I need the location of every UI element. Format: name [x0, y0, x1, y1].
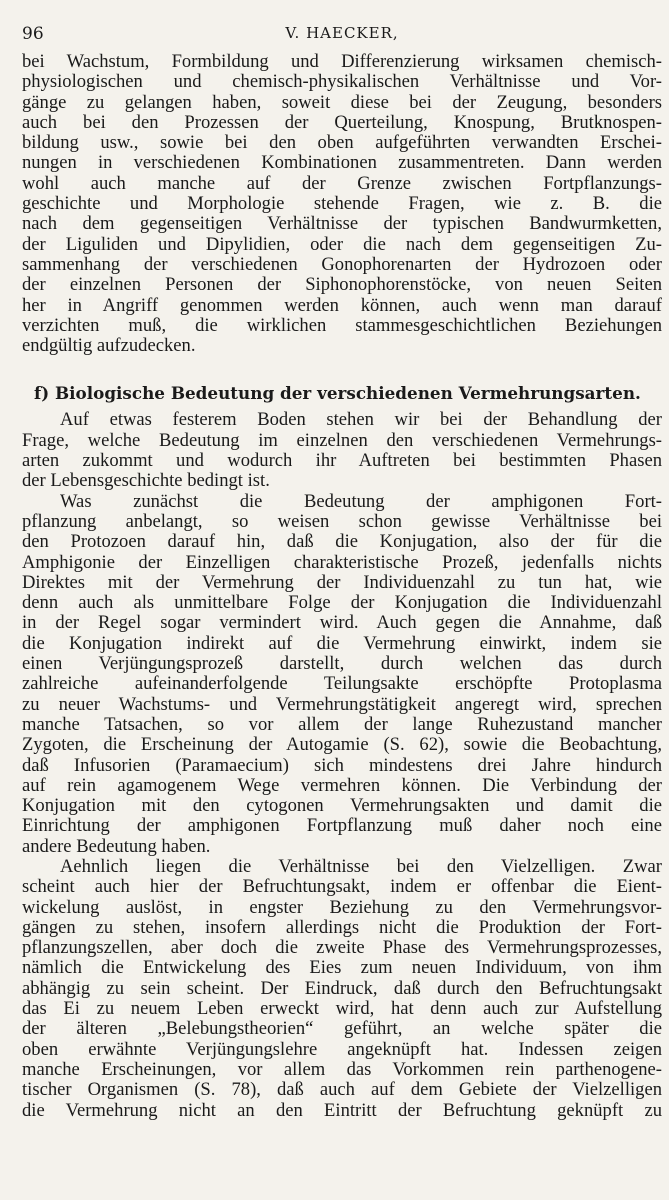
text-line: andere Bedeutung haben. — [22, 836, 211, 857]
text-line: in der Regel sogar vermindert wird. Auch gegen die Annahme, daß — [22, 613, 662, 634]
text-line: Amphigonie der Einzelligen charakteristische Prozeß, jedenfalls nichts — [22, 552, 662, 573]
text-line: das Ei zu neuem Leben erweckt wird, hat denn auch zur Aufstellung — [22, 999, 662, 1020]
text-line: wohl auch manche auf der Grenze zwischen Fortpflanzungs- — [22, 173, 662, 194]
text-line: der einzelnen Personen der Siphonophorenstöcke, von neuen Seiten — [22, 275, 662, 296]
text-line: pflanzung anbelangt, so weisen schon gewisse Verhältnisse bei — [22, 511, 662, 532]
paragraph-1 — [22, 52, 662, 356]
text-line: Zygoten, die Erscheinung der Autogamie (S. 62), sowie die Beobachtung, — [22, 735, 662, 756]
section-heading: f) Biologische Bedeutung der verschiedenen Vermehrungsarten. — [34, 383, 641, 404]
page-header — [22, 18, 662, 52]
text-line: Konjugation mit den cytogonen Vermehrungsakten und damit die — [22, 796, 662, 817]
text-line: tischer Organismen (S. 78), daß auch auf dem Gebiete der Vielzelligen — [22, 1080, 662, 1101]
text-line: abhängig zu sein scheint. Der Eindruck, daß durch den Befruchtungsakt — [22, 978, 662, 999]
text-line: arten zukommt und wodurch ihr Auftreten bei bestimmten Phasen — [22, 451, 662, 472]
text-line: manche Erscheinungen, vor allem das Vorkommen rein parthenogene- — [22, 1059, 662, 1080]
text-line: daß Infusorien (Paramaecium) sich mindestens drei Jahre hindurch — [22, 755, 662, 776]
page-number: 96 — [22, 24, 44, 44]
text-line: nach dem gegenseitigen Verhältnisse der typischen Bandwurmketten, — [22, 214, 662, 235]
text-line: der älteren „Belebungstheorien“ geführt, an welche später die — [22, 1019, 662, 1040]
text-line: auf rein agamogenem Wege vermehren können. Die Verbindung der — [22, 775, 662, 796]
text-line: bildung usw., sowie bei den oben aufgeführten verwandten Erschei- — [22, 133, 662, 154]
text-line: gängen zu stehen, insofern allerdings nicht die Produktion der Fort- — [22, 917, 662, 938]
text-line: manche Tatsachen, so vor allem der lange Ruhezustand mancher — [22, 714, 662, 735]
text-line: der Lebensgeschichte bedingt ist. — [22, 471, 270, 492]
text-line: zahlreiche aufeinanderfolgende Teilungsakte erschöpfte Protoplasma — [22, 674, 662, 695]
text-line: oben erwähnte Verjüngungslehre angeknüpft hat. Indessen zeigen — [22, 1039, 662, 1060]
text-line: physiologischen und chemisch-physikalischen Verhältnisse und Vor- — [22, 72, 662, 93]
text-line: die Konjugation indirekt auf die Vermehrung einwirkt, indem sie — [22, 633, 662, 654]
text-line: Was zunächst die Bedeutung der amphigonen Fort- — [60, 491, 662, 512]
text-line: zu neuer Wachstums- und Vermehrungstätigkeit angeregt wird, sprechen — [22, 694, 662, 715]
text-line: gänge zu gelangen haben, soweit diese bei der Zeugung, besonders — [22, 92, 662, 113]
text-line: sammenhang der verschiedenen Gonophorenarten der Hydrozoen oder — [22, 254, 662, 275]
text-line: scheint auch hier der Befruchtungsakt, indem er offenbar die Eient- — [22, 877, 662, 898]
text-line: Einrichtung der amphigonen Fortpflanzung muß daher noch eine — [22, 816, 662, 837]
text-line: geschichte und Morphologie stehende Fragen, wie z. B. die — [22, 194, 662, 215]
text-line: nämlich die Entwickelung des Eies zum neuen Individuum, von ihm — [22, 958, 662, 979]
text-line: Frage, welche Bedeutung im einzelnen den verschiedenen Vermehrungs- — [22, 430, 662, 451]
text-line: auch bei den Prozessen der Querteilung, Knospung, Brutknospen- — [22, 112, 662, 133]
text-line: Auf etwas festerem Boden stehen wir bei der Behandlung der — [60, 410, 662, 431]
text-line: den Protozoen darauf hin, daß die Konjugation, also der für die — [22, 532, 662, 553]
text-line: wickelung auslöst, in engster Beziehung zu den Vermehrungsvor- — [22, 897, 662, 918]
text-line: Aehnlich liegen die Verhältnisse bei den Vielzelligen. Zwar — [60, 856, 662, 877]
text-line: die Vermehrung nicht an den Eintritt der Befruchtung geknüpft zu — [22, 1100, 662, 1121]
text-line: nungen in verschiedenen Kombinationen zusammentreten. Dann werden — [22, 153, 662, 174]
text-line: bei Wachstum, Formbildung und Differenzierung wirksamen chemisch- — [22, 52, 662, 72]
paragraph-2 — [22, 410, 662, 491]
paragraph-4 — [22, 857, 662, 1121]
text-line: pflanzungszellen, aber doch die zweite Phase des Vermehrungsprozesses, — [22, 938, 662, 959]
text-line: endgültig aufzudecken. — [22, 336, 196, 357]
text-line: her in Angriff genommen werden können, auch wenn man darauf — [22, 295, 662, 316]
text-line: einen Verjüngungsprozeß darstellt, durch welchen das durch — [22, 654, 662, 675]
running-head: V. HAECKER, — [285, 24, 399, 42]
text-line: verzichten muß, die wirklichen stammesgeschichtlichen Beziehungen — [22, 315, 662, 336]
text-line: Direktes mit der Vermehrung der Individuenzahl zu tun hat, wie — [22, 572, 662, 593]
book-page — [22, 18, 662, 1121]
paragraph-3 — [22, 492, 662, 857]
text-line: denn auch als unmittelbare Folge der Konjugation die Individuenzahl — [22, 593, 662, 614]
text-line: der Liguliden und Dipylidien, oder die nach dem gegenseitigen Zu- — [22, 234, 662, 255]
